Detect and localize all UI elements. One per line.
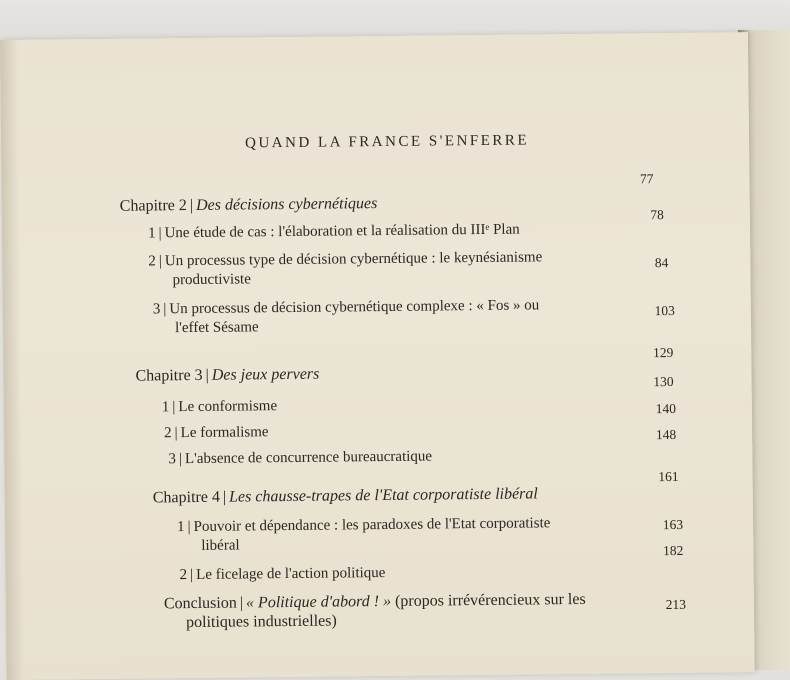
book-page <box>0 32 755 680</box>
section-number: 3 <box>152 301 161 318</box>
section-title-continued: productiviste <box>172 271 251 289</box>
toc-entry: 3 | L'absence de concurrence bureaucratique <box>168 448 433 468</box>
section-number: 1 <box>161 399 170 416</box>
section-title: Le ficelage de l'action politique <box>196 564 386 583</box>
chapter-4-heading: Chapitre 4 | Les chausse-trapes de l'Etat corporatiste libéral <box>152 485 538 507</box>
page-number: 163 <box>662 516 684 533</box>
chapter-title: Les chausse-trapes de l'Etat corporatiste libéral <box>229 485 538 506</box>
conclusion-subtitle: (propos irrévérencieux sur les <box>394 590 586 610</box>
chapter-2-heading: Chapitre 2 | Des décisions cybernétiques <box>119 195 378 215</box>
section-title-continued: l'effet Sésame <box>174 319 259 337</box>
toc-entry: 1 | Pouvoir et dépendance : les paradoxes de l'Etat corporatiste libéral <box>177 515 551 554</box>
toc-entry: 1 | Le conformisme <box>161 398 278 416</box>
page-number: 77 <box>639 171 654 187</box>
page-number: 213 <box>665 596 687 613</box>
section-number: 1 <box>177 519 185 536</box>
chapter-label: Chapitre 4 <box>152 488 220 507</box>
chapter-label: Chapitre 3 <box>135 366 203 385</box>
chapter-title: « Politique d'abord ! » <box>245 592 392 612</box>
conclusion-subtitle-continued: politiques industrielles) <box>186 612 337 632</box>
toc-entry: 2 | Le formalisme <box>164 424 269 442</box>
page-number: 103 <box>654 302 675 319</box>
toc-entry: 2 | Un processus type de décision cybernétique : le keynésianisme productiviste <box>148 249 543 289</box>
section-title: Pouvoir et dépendance : les paradoxes de l'Etat corporatiste <box>193 515 551 535</box>
section-title: Le formalisme <box>180 424 269 442</box>
chapter-label: Conclusion <box>163 594 237 613</box>
chapter-title: Des jeux pervers <box>211 365 320 384</box>
section-title: Un processus de décision cybernétique complexe : « Fos » ou <box>169 297 540 318</box>
chapter-label: Chapitre 2 <box>119 197 187 215</box>
chapter-title: Des décisions cybernétiques <box>195 195 378 214</box>
page-number: 182 <box>663 542 684 559</box>
page-number: 130 <box>653 373 674 390</box>
section-title: Une étude de cas : l'élaboration et la réalisation du IIIᵉ Plan <box>164 221 520 242</box>
section-title: Le conformisme <box>178 398 278 416</box>
section-title: Un processus type de décision cybernétique : le keynésianisme <box>164 249 543 270</box>
toc-entry: 2 | Le ficelage de l'action politique <box>179 564 386 584</box>
conclusion-heading: Conclusion | « Politique d'abord ! » (propos irrévérencieux sur les politiques industrielles) <box>163 590 586 632</box>
toc-entry: 1 | Une étude de cas : l'élaboration et la réalisation du IIIᵉ Plan <box>147 221 520 242</box>
section-number: 3 <box>168 451 176 468</box>
page-number: 148 <box>655 426 677 443</box>
toc-entry: 3 | Un processus de décision cybernétique complexe : « Fos » ou l'effet Sésame <box>152 297 540 337</box>
section-number: 2 <box>164 425 172 442</box>
section-title-continued: libéral <box>201 537 240 554</box>
section-number: 1 <box>147 225 156 242</box>
page-gutter-shadow <box>0 40 25 680</box>
page-number: 84 <box>654 255 669 271</box>
running-title: QUAND LA FRANCE S'ENFERRE <box>245 132 530 152</box>
page-number: 129 <box>652 344 674 361</box>
page-number: 161 <box>658 468 679 485</box>
section-title: L'absence de concurrence bureaucratique <box>184 448 433 468</box>
section-number: 2 <box>179 567 188 584</box>
section-number: 2 <box>148 253 156 270</box>
chapter-3-heading: Chapitre 3 | Des jeux pervers <box>135 365 320 385</box>
page-number: 140 <box>655 400 676 417</box>
page-number: 78 <box>650 207 664 223</box>
